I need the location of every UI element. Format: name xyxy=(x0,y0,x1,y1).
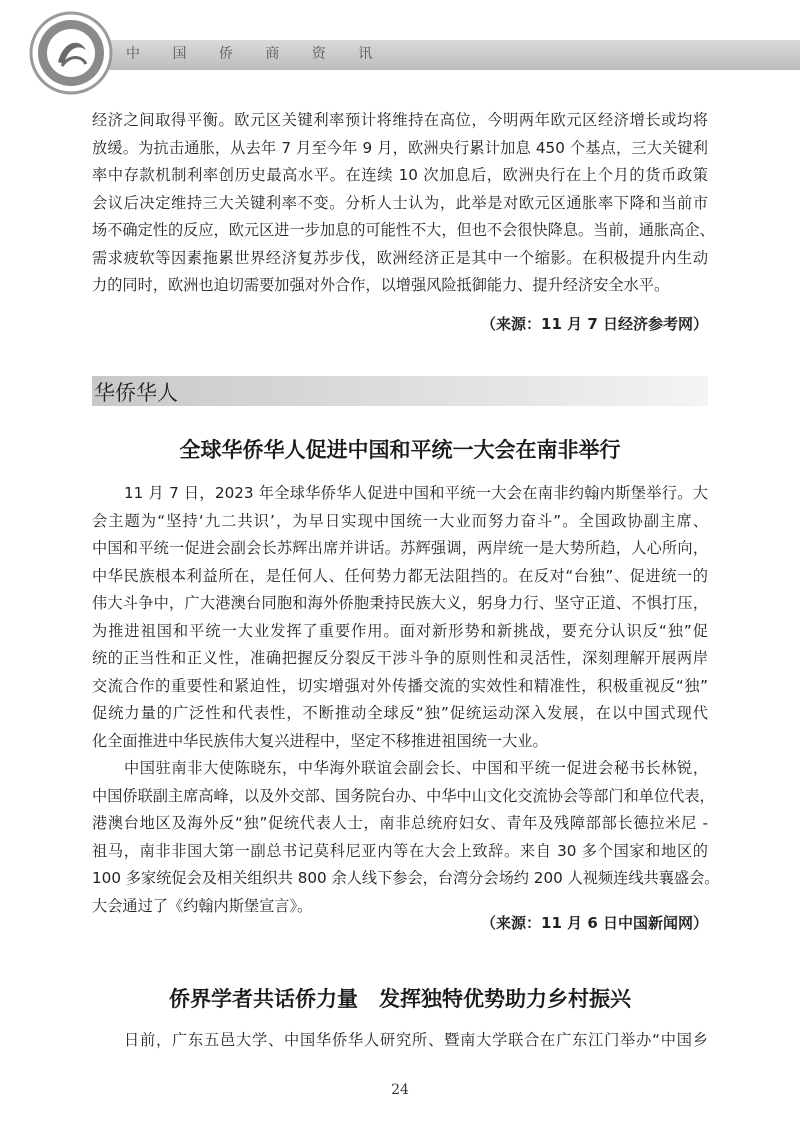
text-line: 化全面推进中华民族伟大复兴进程中，坚定不移推进祖国统一大业。 xyxy=(92,731,548,750)
text-line: 伟大斗争中，广大港澳台同胞和海外侨胞秉持民族大义，躬身力行、坚守正道、不惧打压， xyxy=(92,594,708,612)
section-banner xyxy=(92,376,708,406)
text-line: 日前，广东五邑大学、中国华侨华人研究所、暨南大学联合在广东江门举办“中国乡 xyxy=(124,1031,708,1049)
article-paragraph-2 xyxy=(92,1027,708,1055)
article-title: 全球华侨华人促进中国和平统一大会在南非举行 xyxy=(179,438,621,462)
text-line: 经济之间取得平衡。欧元区关键利率预计将维持在高位，今明两年欧元区经济增长或均将 xyxy=(92,111,708,129)
text-line: 会主题为“坚持‘九二共识’，为早日实现中国统一大业而努力奋斗”。全国政协副主席、 xyxy=(92,511,708,530)
text-line: 祖马，南非非国大第一副总书记莫科尼亚内等在大会上致辞。来自 30 多个国家和地区的 xyxy=(92,841,708,860)
text-line: 统的正当性和正义性，准确把握反分裂反干涉斗争的原则性和灵活性，深刻理解开展两岸 xyxy=(92,649,708,667)
text-line: 中国侨联副主席高峰，以及外交部、国务院台办、中华中山文化交流协会等部门和单位代表， xyxy=(92,786,715,805)
article-source: （来源：11 月 6 日中国新闻网） xyxy=(481,914,708,932)
text-line: 大会通过了《约翰内斯堡宣言》。 xyxy=(92,896,313,915)
text-line: 力的同时，欧洲也迫切需要加强对外合作，以增强风险抵御能力、提升经济安全水平。 xyxy=(92,276,670,294)
text-line: 需求疲软等因素拖累世界经济复苏步伐，欧洲经济正是其中一个缩影。在积极提升内生动 xyxy=(92,248,708,267)
logo-icon xyxy=(28,10,114,96)
text-line: 为推进祖国和平统一大业发挥了重要作用。面对新形势和新挑战，要充分认识反“独”促 xyxy=(92,621,708,640)
text-line: 中华民族根本利益所在，是任何人、任何势力都无法阻挡的。在反对“台独”、促进统一的 xyxy=(92,566,708,585)
text-line: 11 月 7 日，2023 年全球华侨华人促进中国和平统一大会在南非约翰内斯堡举行。大 xyxy=(124,484,708,502)
text-line: 中国驻南非大使陈晓东，中华海外联谊会副会长、中国和平统一促进会秘书长林锐， xyxy=(124,759,708,777)
section-title: 华侨华人 xyxy=(94,381,178,405)
text-line: 港澳台地区及海外反“独”促统代表人士，南非总统府妇女、青年及残障部部长德拉米尼 - xyxy=(92,814,708,832)
article-paragraph xyxy=(92,480,720,920)
text-line: 会议后决定维持三大关键利率不变。分析人士认为，此举是对欧元区通胀率下降和当前市 xyxy=(92,193,708,212)
text-line: 促统力量的广泛性和代表性，不断推动全球反“独”促统运动深入发展，在以中国式现代 xyxy=(92,704,708,722)
text-line: 交流合作的重要性和紧迫性，切实增强对外传播交流的实效性和精准性，积极重视反“独” xyxy=(92,676,708,695)
article-title-2: 侨界学者共话侨力量 发挥独特优势助力乡村振兴 xyxy=(169,987,631,1011)
text-line: 100 多家统促会及相关组织共 800 余人线下参会，台湾分会场约 200 人视频连线共襄盛会。 xyxy=(92,869,720,887)
header-title: 中 国 侨 商 资 讯 xyxy=(126,46,387,62)
page-number: 24 xyxy=(391,1082,409,1098)
text-line: 中国和平统一促进会副会长苏辉出席并讲话。苏辉强调，两岸统一是大势所趋，人心所向， xyxy=(92,539,708,557)
text-line: 放缓。为抗击通胀，从去年 7 月至今年 9 月，欧洲央行累计加息 450 个基点，三大关键利 xyxy=(92,138,708,157)
text-line: 率中存款机制利率创历史最高水平。在连续 10 次加息后，欧洲央行在上个月的货币政策 xyxy=(92,166,708,184)
intro-paragraph xyxy=(92,107,715,300)
intro-source: （来源：11 月 7 日经济参考网） xyxy=(481,315,708,333)
text-line: 场不确定性的反应，欧元区进一步加息的可能性不大，但也不会很快降息。当前，通胀高企、 xyxy=(92,221,715,239)
